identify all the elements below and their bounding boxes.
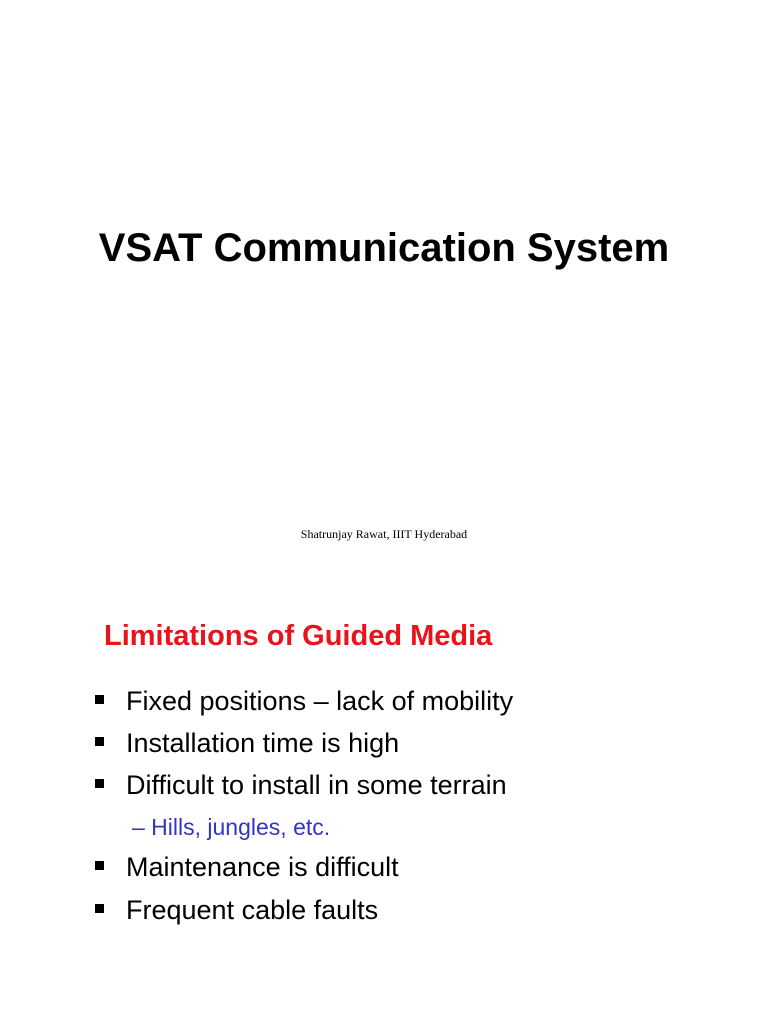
- bullet-text: Maintenance is difficult: [126, 852, 399, 882]
- bullet-text: Frequent cable faults: [126, 895, 379, 925]
- sub-bullet-item: – Hills, jungles, etc.: [132, 814, 331, 840]
- bullet-text: Fixed positions – lack of mobility: [126, 686, 514, 716]
- square-bullet-icon: [95, 695, 104, 704]
- square-bullet-icon: [95, 737, 104, 746]
- square-bullet-icon: [95, 861, 104, 870]
- square-bullet-icon: [95, 779, 104, 788]
- square-bullet-icon: [95, 904, 104, 913]
- slide-title: VSAT Communication System: [98, 226, 670, 270]
- bullet-text: Difficult to install in some terrain: [126, 770, 507, 800]
- slide-footer-author: Shatrunjay Rawat, IIIT Hyderabad: [300, 527, 468, 541]
- section-title: Limitations of Guided Media: [104, 620, 493, 652]
- bullet-text: Installation time is high: [126, 728, 400, 758]
